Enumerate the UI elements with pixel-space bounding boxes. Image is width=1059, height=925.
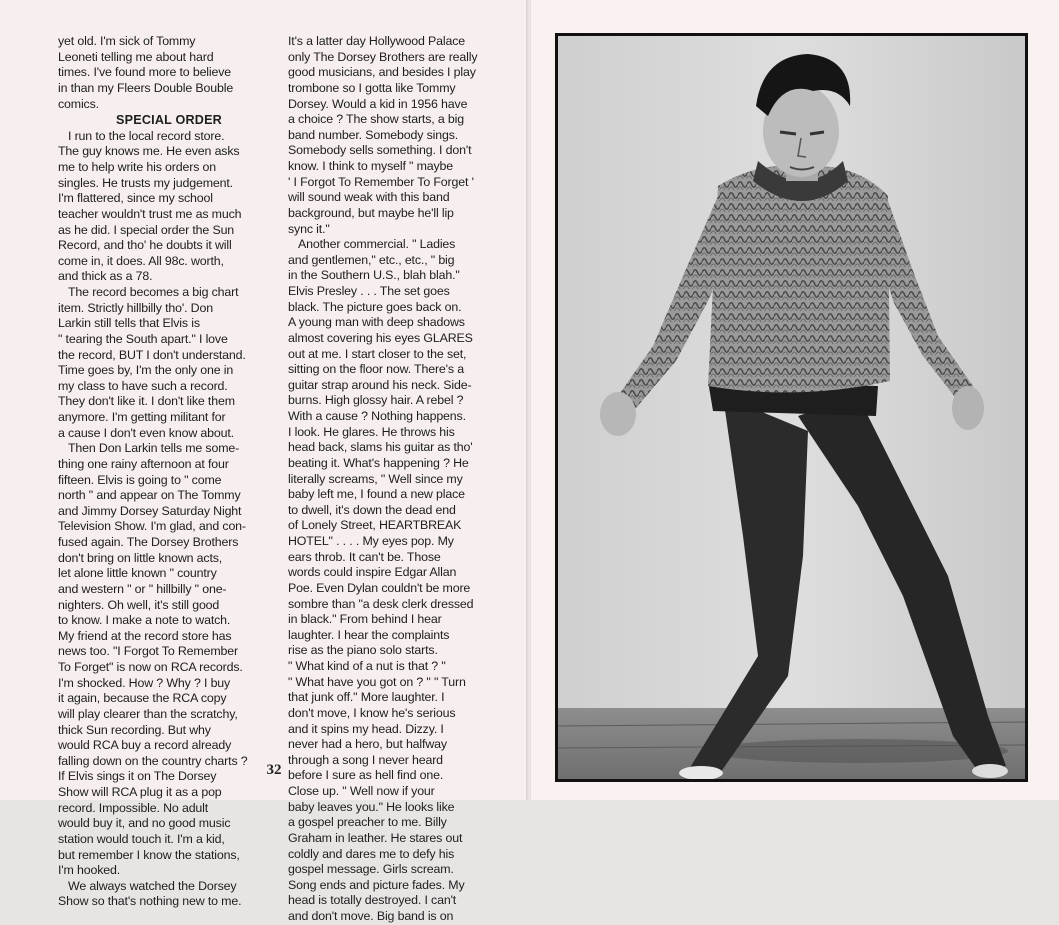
text-line: falling down on the country charts ? [58,753,248,768]
text-line: words could inspire Edgar Allan [288,565,457,580]
text-line: band number. Somebody sings. [288,127,459,142]
text-line: Song ends and picture fades. My [288,877,465,892]
text-line: I look. He glares. He throws his [288,424,455,439]
text-line: Another commercial. " Ladies [298,237,456,252]
section-heading: SPECIAL ORDER [116,113,222,128]
text-line: The record becomes a big chart [68,285,239,299]
text-line: Somebody sells something. I don't [288,143,472,158]
text-line: guitar strap around his neck. Side- [288,377,472,392]
text-line: station would touch it. I'm a kid, [58,831,225,846]
text-line: burns. High glossy hair. A rebel ? [288,393,464,408]
text-line: Leoneti telling me about hard [58,49,214,64]
text-line: baby left me, I found a new place [288,487,465,502]
text-line: head is totally destroyed. I can't [288,893,457,908]
text-line: trombone so I gotta like Tommy [288,80,456,95]
text-line: gospel message. Girls scream. [288,862,454,877]
text-line: ' I Forgot To Remember To Forget ' [288,174,474,189]
text-line: Record, and tho' he doubts it will [58,238,232,253]
text-line: fifteen. Elvis is going to " come [58,472,222,487]
text-line: thick Sun recording. But why [58,722,211,737]
text-line: I'm shocked. How ? Why ? I buy [58,675,231,690]
text-line: and thick as a 78. [58,269,153,284]
text-line: almost covering his eyes GLARES [288,330,473,345]
text-line: never had a hero, but halfway [288,737,447,752]
text-line: I'm hooked. [58,863,121,878]
text-line: to dwell, it's down the dead end [288,502,456,517]
text-line: To Forget" is now on RCA records. [58,660,243,674]
text-line: HOTEL" . . . . My eyes pop. My [288,534,454,548]
text-column-1 [58,34,280,910]
text-line: Show will RCA plug it as a pop [58,785,222,799]
text-line: beating it. What's happening ? He [288,455,469,470]
text-line: background, but maybe he'll lip [288,205,454,220]
text-line: anymore. I'm getting militant for [58,410,226,424]
text-line: sync it." [288,221,330,236]
text-line: ears throb. It can't be. Those [288,549,441,564]
text-line: item. Strictly hillbilly tho'. Don [58,300,213,315]
text-line: that junk off." More laughter. I [288,690,445,705]
text-line: come in, it does. All 98c. worth, [58,253,224,268]
text-line: but remember I know the stations, [58,847,240,862]
text-line: and western " or " hillbilly " one- [58,581,227,596]
text-line: in black." From behind I hear [288,612,442,627]
text-line: in the Southern U.S., blah blah." [288,268,460,283]
text-line: and it spins my head. Dizzy. I [288,721,444,736]
text-line: thing one rainy afternoon at four [58,456,229,471]
text-line: through a song I never heard [288,752,443,767]
text-line: The guy knows me. He even asks [58,144,240,159]
text-line: We always watched the Dorsey [68,878,237,893]
text-line: don't bring on little known acts, [58,550,223,565]
text-line: singles. He trusts my judgement. [58,175,233,190]
text-line: don't move, I know he's serious [288,705,456,720]
text-line: black. The picture goes back on. [288,299,462,314]
text-line: Elvis Presley . . . The set goes [288,284,450,298]
text-line: of Lonely Street, HEARTBREAK [288,518,462,533]
text-line: in than my Fleers Double Bouble [58,80,234,95]
text-line: A young man with deep shadows [288,315,465,330]
text-line: Graham in leather. He stares out [288,830,463,845]
text-line: as he did. I special order the Sun [58,222,235,237]
text-line: Poe. Even Dylan couldn't be more [288,580,471,595]
text-line: laughter. I hear the complaints [288,627,450,642]
text-line: Time goes by, I'm the only one in [58,363,234,378]
text-line: teacher wouldn't trust me as much [58,206,242,221]
text-line: Show so that's nothing new to me. [58,894,242,909]
left-page [0,0,528,923]
text-line: good musicians, and besides I play [288,65,476,80]
text-line: They don't like it. I don't like them [58,394,235,409]
text-line: nighters. Oh well, it's still good [58,597,220,612]
text-line: know. I think to myself " maybe [288,159,454,173]
text-line: record. Impossible. No adult [58,800,209,815]
text-line: baby leaves you." He looks like [288,799,455,814]
text-line: a cause I don't even know about. [58,425,234,440]
text-line: will sound weak with this band [288,190,450,205]
text-line: will play clearer than the scratchy, [58,706,238,721]
text-line: would RCA buy a record already [58,738,232,753]
text-line: my class to have such a record. [58,378,228,393]
text-line: it again, because the RCA copy [58,691,227,706]
page-number: 32 [266,762,282,778]
text-line: fused again. The Dorsey Brothers [58,535,239,549]
text-line: " What kind of a nut is that ? " [288,659,446,673]
text-line: a choice ? The show starts, a big [288,112,464,127]
photo [555,33,1028,782]
text-line: the record, BUT I don't understand. [58,347,246,362]
text-line: My friend at the record store has [58,628,232,643]
text-line: It's a latter day Hollywood Palace [288,34,466,48]
text-line: only The Dorsey Brothers are really [288,49,478,64]
text-line: me to help write his orders on [58,160,217,174]
text-line: a gospel preacher to me. Billy [288,815,447,830]
text-line: before I sure as hell find one. [288,768,444,783]
text-line: yet old. I'm sick of Tommy [58,34,196,48]
text-line: out at me. I start closer to the set, [288,346,467,361]
text-line: I'm flattered, since my school [58,191,213,206]
text-line: and don't move. Big band is on [288,909,454,923]
text-line: rise as the piano solo starts. [288,643,438,658]
text-line: and gentlemen," etc., etc., " big [288,252,455,267]
text-line: let alone little known " country [58,566,217,581]
text-line: head back, slams his guitar as tho' [288,440,473,455]
text-line: sitting on the floor now. There's a [288,362,464,377]
text-line: literally screams, " Well since my [288,471,463,486]
text-line: Dorsey. Would a kid in 1956 have [288,96,468,111]
text-line: and Jimmy Dorsey Saturday Night [58,503,242,518]
text-line: news too. "I Forgot To Remember [58,644,238,659]
text-line: to know. I make a note to watch. [58,613,231,628]
text-line: Television Show. I'm glad, and con- [58,519,246,534]
text-line: If Elvis sings it on The Dorsey [58,769,217,784]
text-line: " What have you got on ? " " Turn [288,674,466,689]
text-line: coldly and dares me to defy his [288,846,455,861]
text-line: times. I've found more to believe [58,65,232,80]
text-line: " tearing the South apart." I love [58,331,228,346]
photo-image [558,36,1025,779]
text-column-2 [288,34,516,925]
text-line: sombre than "a desk clerk dressed [288,596,474,611]
text-line: I run to the local record store. [68,128,225,143]
text-line: comics. [58,96,99,111]
text-line: would buy it, and no good music [58,816,231,831]
text-line: north " and appear on The Tommy [58,488,241,503]
text-line: Close up. " Well now if your [288,784,435,798]
text-line: Then Don Larkin tells me some- [68,441,240,456]
text-line: Larkin still tells that Elvis is [58,316,200,331]
text-line: With a cause ? Nothing happens. [288,409,466,423]
